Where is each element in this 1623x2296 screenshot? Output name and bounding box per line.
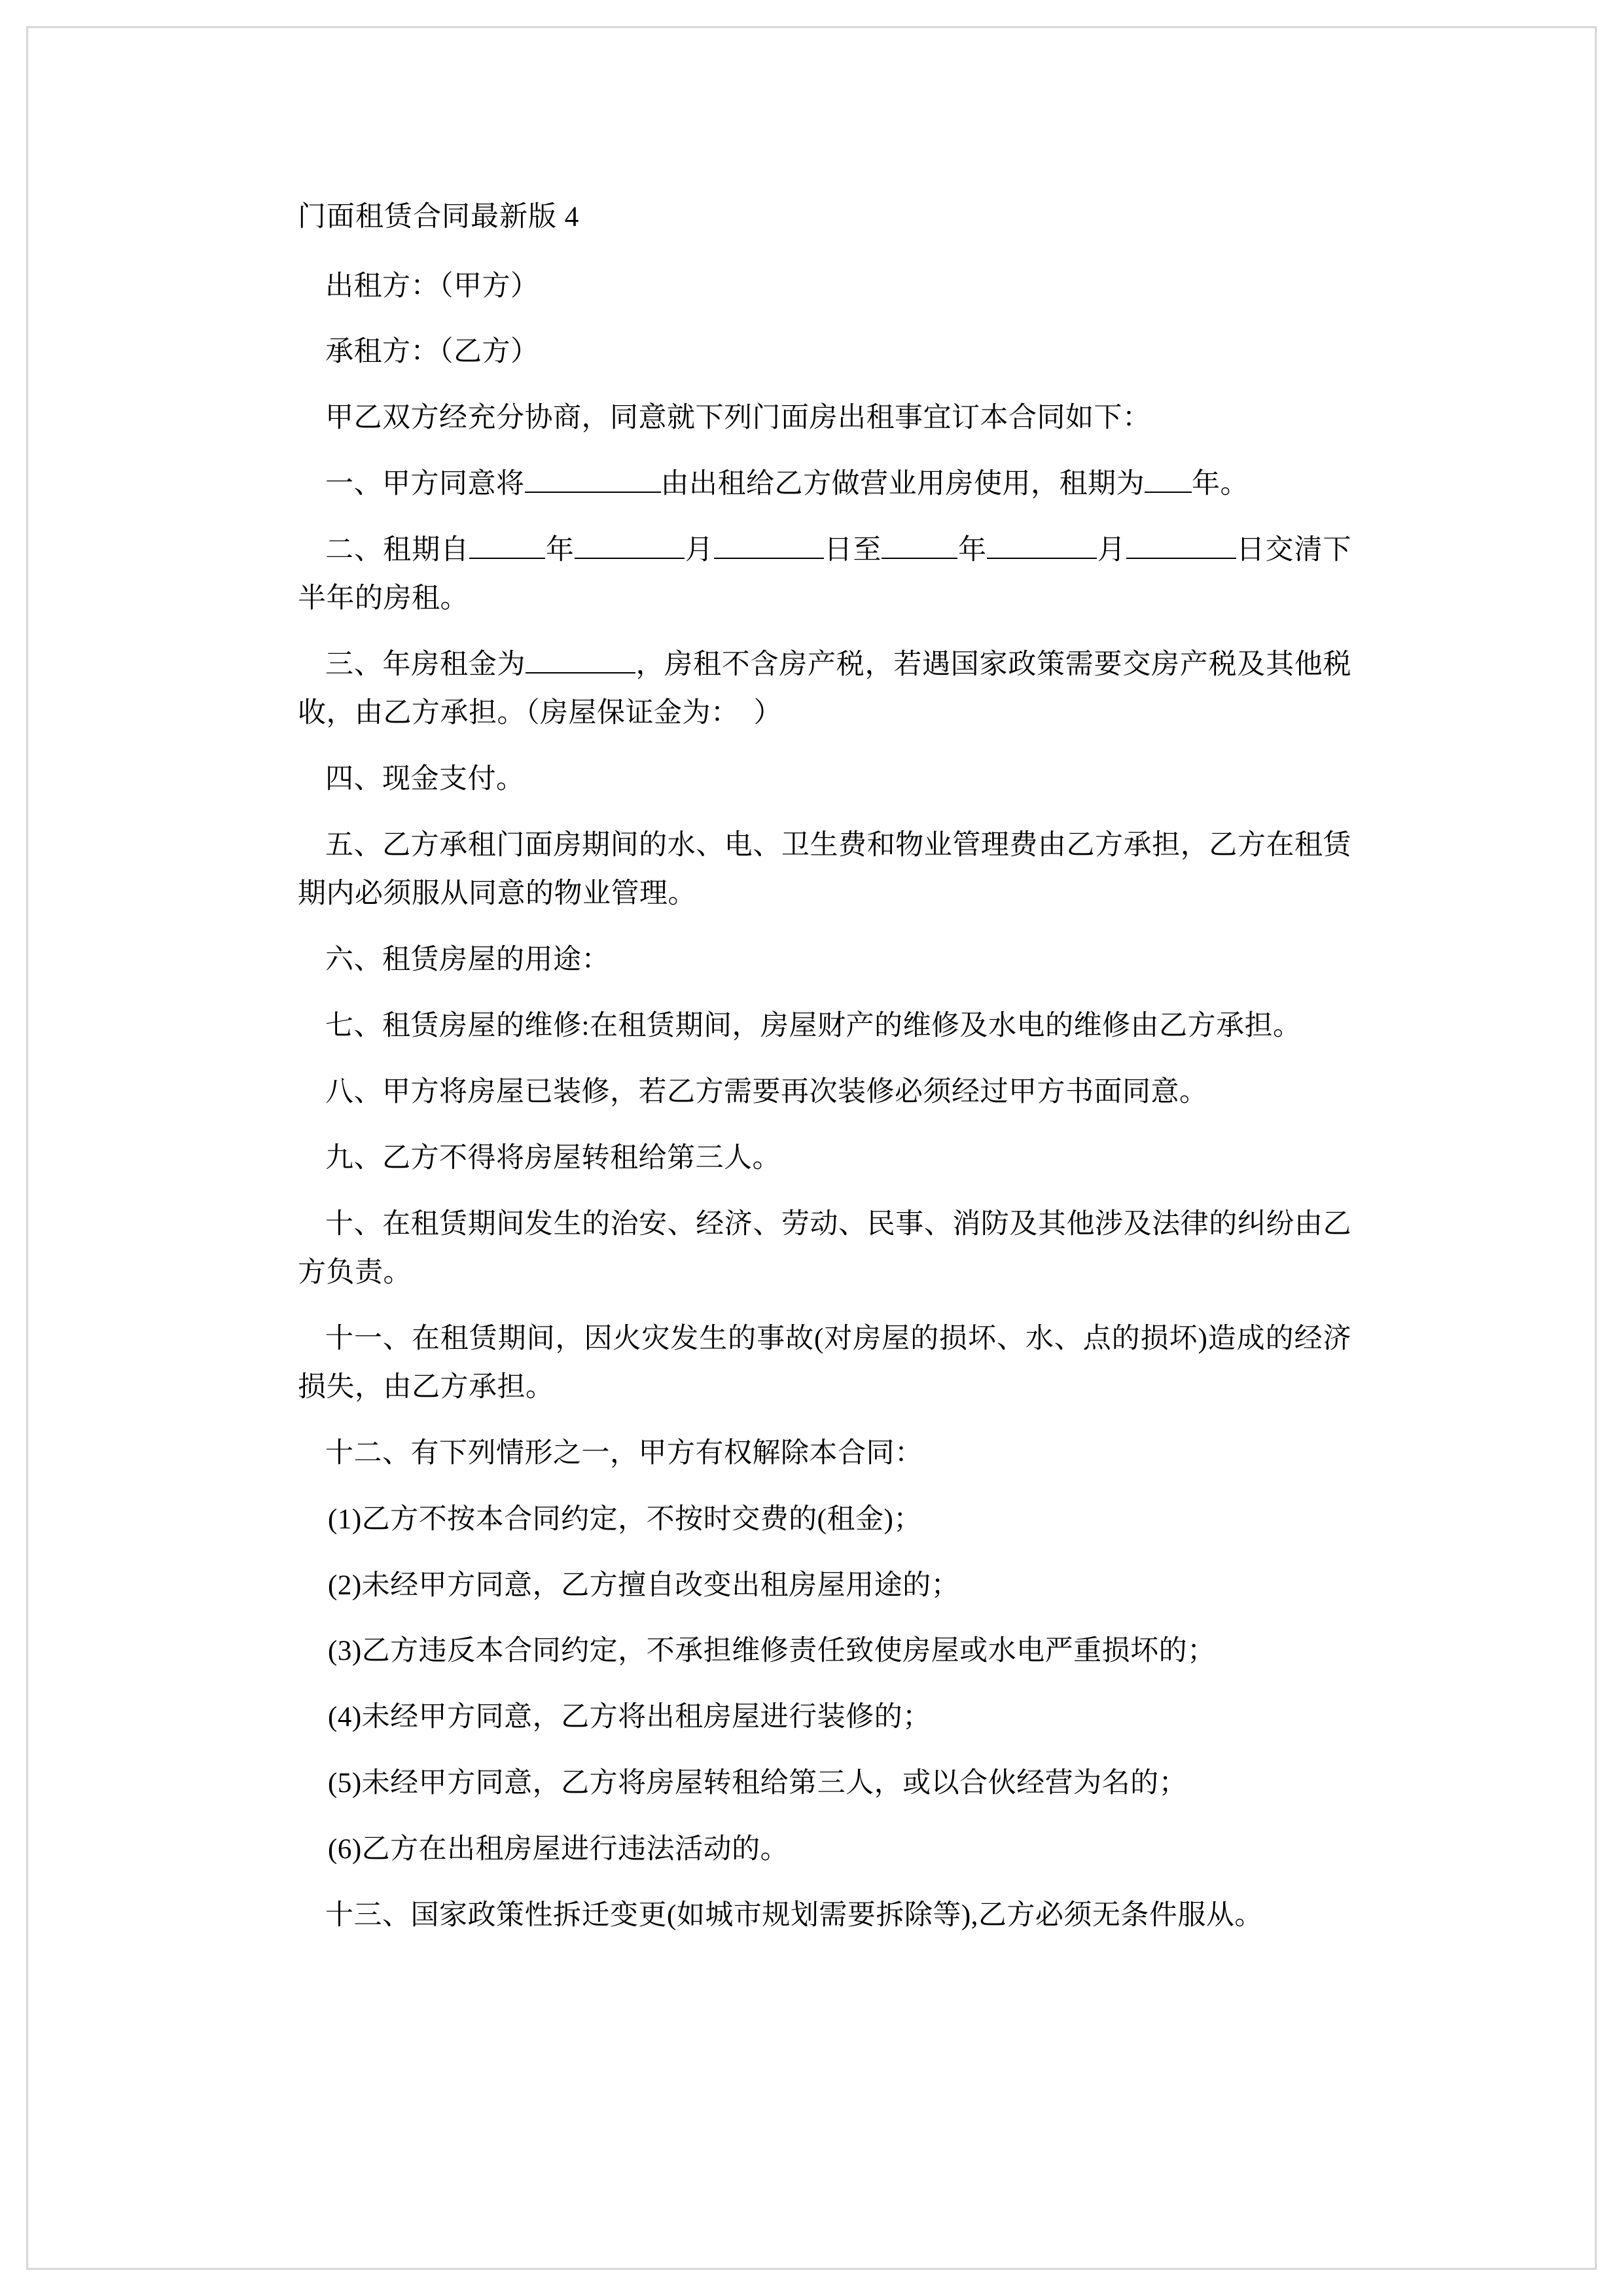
- paragraph-clause-12-item-1: (1)乙方不按本合同约定，不按时交费的(租金)；: [328, 1503, 922, 1535]
- clause-2-text-c: 月: [685, 535, 714, 566]
- paragraph-clause-9: 九、乙方不得将房屋转租给第三人。: [325, 1142, 781, 1174]
- clause-2-text-d: 日至: [823, 535, 882, 566]
- paragraph-clause-4: 四、现金支付。: [325, 764, 525, 795]
- paragraph-preamble: 甲乙双方经充分协商，同意就下列门面房出租事宜订本合同如下：: [325, 403, 1151, 434]
- paragraph-lessor: 出租方：（甲方）: [325, 270, 539, 302]
- paragraph-clause-7: 七、租赁房屋的维修:在租赁期间，房屋财产的维修及水电的维修由乙方承担。: [325, 1010, 1302, 1041]
- paragraph-clause-5: 五、乙方承租门面房期间的水、电、卫生费和物业管理费由乙方承担，乙方在租赁期内必须服从同意的物业管理。: [298, 830, 1351, 910]
- blank-field-term-years[interactable]: [1145, 492, 1192, 493]
- blank-field-end-month[interactable]: [987, 558, 1097, 559]
- paragraph-clause-11: 十一、在租赁期间，因火灾发生的事故(对房屋的损坏、水、点的损坏)造成的经济损失，由乙方承担。: [298, 1323, 1351, 1403]
- clause-2-text-a: 二、租期自: [325, 535, 470, 566]
- clause-2-text-e: 年: [957, 535, 988, 566]
- blank-field-start-month[interactable]: [575, 558, 685, 559]
- clause-1-text-b: 由出租给乙方做营业用房使用，租期为: [660, 469, 1145, 500]
- paragraph-clause-12-item-4: (4)未经甲方同意，乙方将出租房屋进行装修的；: [328, 1702, 931, 1733]
- paragraph-clause-1: [298, 460, 1351, 509]
- blank-field-end-day[interactable]: [1126, 558, 1236, 559]
- paragraph-clause-6: 六、租赁房屋的用途：: [325, 944, 610, 975]
- paragraph-clause-12: 十二、有下列情形之一，甲方有权解除本合同：: [325, 1437, 923, 1469]
- paragraph-clause-10: 十、在租赁期间发生的治安、经济、劳动、民事、消防及其他涉及法律的纠纷由乙方负责。: [298, 1208, 1351, 1288]
- blank-field-start-day[interactable]: [714, 558, 824, 559]
- paragraph-clause-2: [298, 526, 1351, 623]
- clause-3-text-a: 三、年房租金为: [325, 649, 526, 681]
- paragraph-lessee: 承租方：（乙方）: [325, 336, 539, 368]
- paragraph-clause-12-item-3: (3)乙方违反本合同约定，不承担维修责任致使房屋或水电严重损坏的；: [328, 1636, 1216, 1667]
- clause-1-text-c: 年。: [1192, 469, 1249, 500]
- document-body: [298, 196, 1351, 1958]
- clause-2-text-b: 年: [545, 535, 575, 566]
- blank-field-annual-rent[interactable]: [526, 672, 635, 673]
- clause-3-text-b: ，房租不含房产税，若遇国家政策需要交房产税及其他税收，由乙方承担。（房屋保证金为： ）: [298, 649, 1351, 729]
- paragraph-clause-3: [298, 641, 1351, 738]
- blank-field-premises[interactable]: [525, 492, 661, 493]
- blank-field-start-year[interactable]: [469, 558, 545, 559]
- clause-1-text-a: 一、甲方同意将: [325, 469, 525, 500]
- clause-2-text-g: 日交清下半年的房租。: [298, 535, 1352, 615]
- paragraph-clause-8: 八、甲方将房屋已装修，若乙方需要再次装修必须经过甲方书面同意。: [325, 1076, 1208, 1107]
- paragraph-clause-13: 十三、国家政策性拆迁变更(如城市规划需要拆除等),乙方必须无条件服从。: [325, 1900, 1263, 1931]
- paragraph-clause-12-item-5: (5)未经甲方同意，乙方将房屋转租给第三人，或以合伙经营为名的；: [328, 1768, 1188, 1799]
- blank-field-end-year[interactable]: [882, 558, 957, 559]
- paragraph-clause-12-item-6: (6)乙方在出租房屋进行违法活动的。: [328, 1834, 789, 1865]
- page-title: 门面租赁合同最新版 4: [298, 202, 580, 232]
- paragraph-clause-12-item-2: (2)未经甲方同意，乙方擅自改变出租房屋用途的；: [328, 1570, 960, 1601]
- clause-2-text-f: 月: [1097, 535, 1126, 566]
